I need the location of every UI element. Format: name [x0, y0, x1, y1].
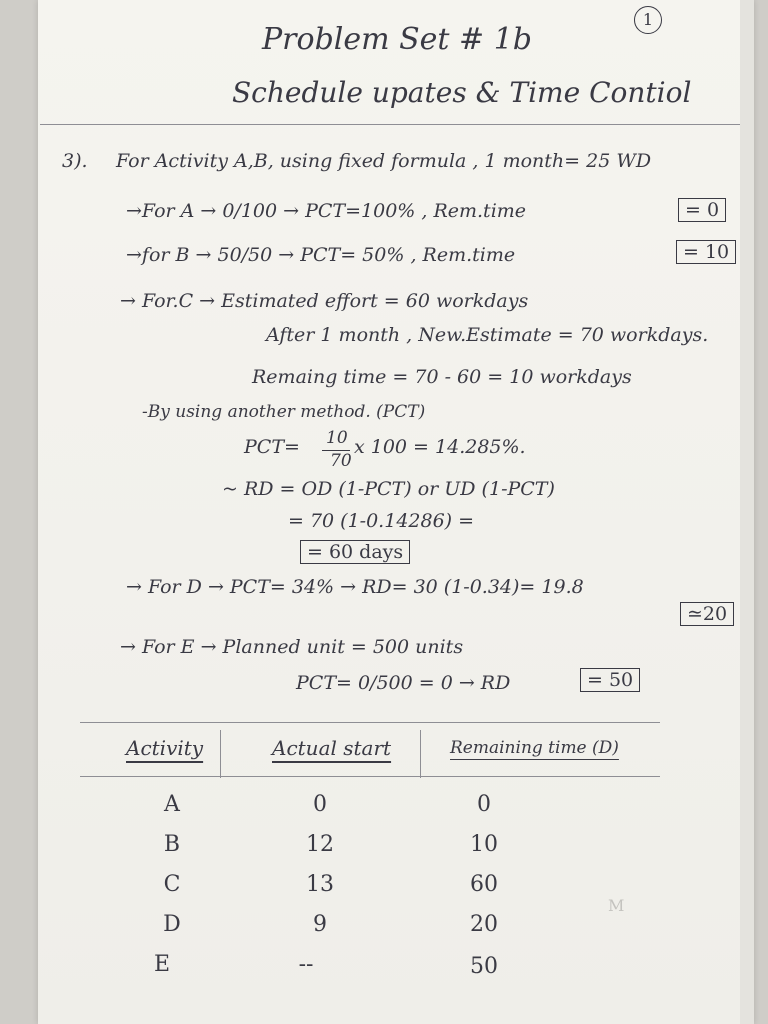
table-cell-remaining: 60 [470, 872, 498, 897]
fraction-numerator: 10 [326, 428, 348, 448]
faint-margin-mark: M [608, 896, 625, 915]
table-cell-activity: A [164, 792, 180, 817]
line-activity-c: → For.C → Estimated effort = 60 workdays [120, 290, 529, 312]
table-divider-2 [420, 730, 421, 778]
table-cell-remaining: 50 [470, 954, 498, 979]
table-cell-start: 0 [313, 792, 327, 817]
table-cell-activity: E [153, 952, 171, 977]
line-c-new-estimate: After 1 month , New.Estimate = 70 workdays. [266, 324, 709, 346]
table-cell-start: 13 [306, 872, 334, 897]
line-activity-e: → For E → Planned unit = 500 units [120, 636, 464, 658]
table-cell-remaining: 10 [470, 832, 498, 857]
table-cell-start: 9 [313, 912, 327, 937]
line-c-rd-calc: = 70 (1-0.14286) = [288, 510, 475, 532]
page-number: 1 [634, 6, 662, 34]
line-activity-d: → For D → PCT= 34% → RD= 30 (1-0.34)= 19.8 [126, 576, 584, 598]
table-top-rule [80, 722, 660, 723]
problem-number: 3). [62, 150, 88, 172]
table-header-rule [80, 776, 660, 777]
page-edge-shadow [740, 0, 754, 1024]
line-c-pct-value: x 100 = 14.285%. [354, 436, 526, 458]
box-b-remaining: = 10 [676, 240, 736, 264]
header-divider [40, 124, 740, 125]
table-header-activity: Activity [126, 736, 204, 760]
box-a-remaining: = 0 [678, 198, 726, 222]
table-cell-remaining: 20 [470, 912, 498, 937]
table-header-remaining: Remaining time (D) [450, 738, 619, 758]
table-header-actual-start: Actual start [272, 736, 392, 760]
line-c-rd-formula: ~ RD = OD (1-PCT) or UD (1-PCT) [222, 478, 555, 500]
box-e-result: = 50 [580, 668, 640, 692]
box-c-result: = 60 days [300, 540, 410, 564]
table-cell-start: -- [298, 952, 314, 977]
line-c-method: -By using another method. (PCT) [142, 402, 426, 422]
table-cell-start: 12 [306, 832, 334, 857]
table-cell-activity: B [163, 832, 181, 857]
table-divider-1 [220, 730, 221, 778]
line-e-pct: PCT= 0/500 = 0 → RD [296, 672, 511, 694]
box-d-result: ≃20 [680, 602, 734, 626]
line-c-remaining: Remaing time = 70 - 60 = 10 workdays [252, 366, 632, 388]
table-cell-activity: C [163, 872, 181, 897]
problem-intro: For Activity A,B, using fixed formula , 1 month= 25 WD [116, 150, 652, 172]
table-cell-activity: D [163, 912, 181, 937]
page-subtitle: Schedule upates & Time Contiol [232, 76, 692, 109]
page-title: Problem Set # 1b [262, 22, 532, 57]
line-c-pct-label: PCT= [244, 436, 300, 458]
fraction-denominator: 70 [330, 451, 352, 471]
line-activity-b: →for B → 50/50 → PCT= 50% , Rem.time [126, 244, 516, 266]
table-cell-remaining: 0 [477, 792, 491, 817]
line-activity-a: →For A → 0/100 → PCT=100% , Rem.time [126, 200, 527, 222]
